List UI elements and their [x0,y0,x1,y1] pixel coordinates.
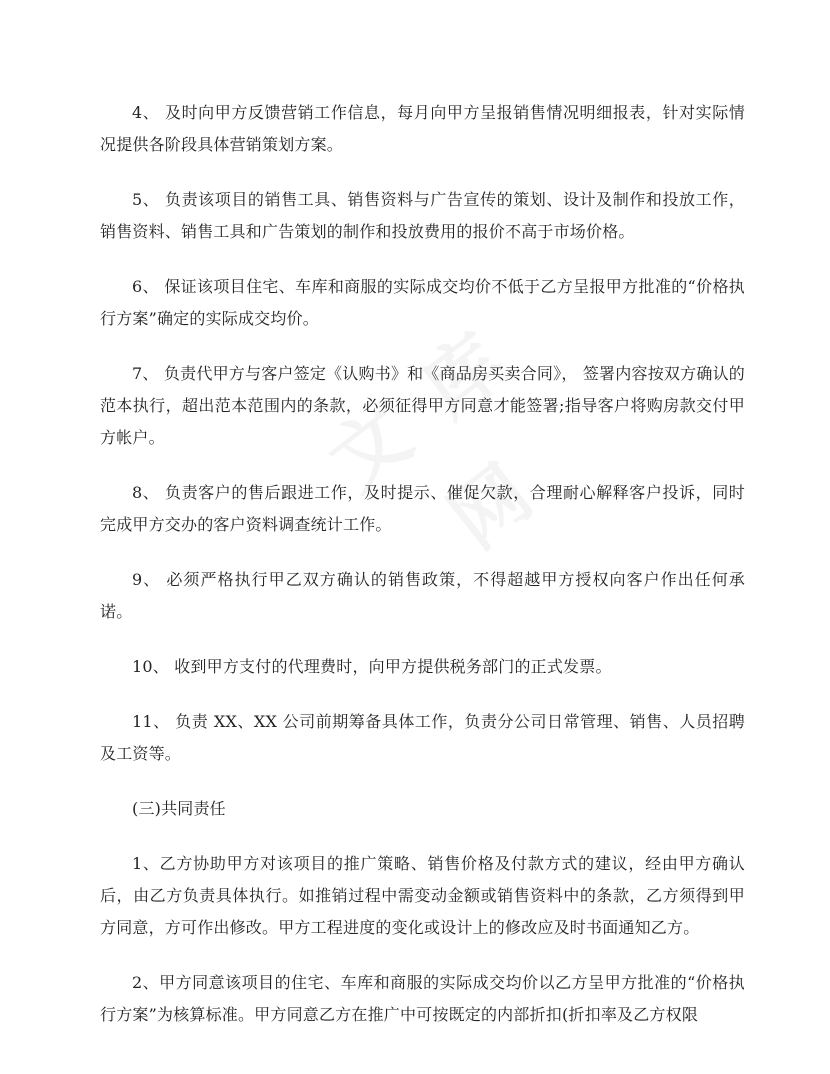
clause-6: 6、 保证该项目住宅、车库和商服的实际成交均价不低于乙方呈报甲方批准的“价格执行方案”确定的实际成交均价。 [100,277,745,328]
joint-clause-1: 1、乙方协助甲方对该项目的推广策略、销售价格及付款方式的建议，经由甲方确认后，由乙方负责具体执行。如推销过程中需变动金额或销售资料中的条款，乙方须得到甲方同意，方可作出修改。甲方工程进度的变化或设计上的修改应及时书面通知乙方。 [100,854,745,937]
section-heading-joint-responsibility: (三)共同责任 [132,799,226,818]
clause-10: 10、 收到甲方支付的代理费时，向甲方提供税务部门的正式发票。 [132,657,612,676]
clause-7: 7、 负责代甲方与客户签定《认购书》和《商品房买卖合同》， 签署内容按双方确认的范本执行，超出范本范围内的条款，必须征得甲方同意才能签署;指导客户将购房款交付甲方帐户。 [100,364,745,447]
clause-5: 5、 负责该项目的销售工具、销售资料与广告宣传的策划、设计及制作和投放工作，销售资料、销售工具和广告策划的制作和投放费用的报价不高于市场价格。 [100,190,745,241]
clause-9: 9、 必须严格执行甲乙双方确认的销售政策，不得超越甲方授权向客户作出任何承诺。 [100,570,745,621]
clause-8: 8、 负责客户的售后跟进工作，及时提示、催促欠款，合理耐心解释客户投诉，同时完成甲方交办的客户资料调查统计工作。 [100,483,745,534]
joint-clause-2: 2、甲方同意该项目的住宅、车库和商服的实际成交均价以乙方呈甲方批准的“价格执行方案”为核算标准。甲方同意乙方在推广中可按既定的内部折扣(折扣率及乙方权限 [100,973,745,1024]
clause-4: 4、 及时向甲方反馈营销工作信息，每月向甲方呈报销售情况明细报表，针对实际情况提供各阶段具体营销策划方案。 [100,103,745,154]
document-body [100,97,745,1031]
clause-11: 11、 负责 XX、XX 公司前期筹备具体工作，负责分公司日常管理、销售、人员招聘及工资等。 [100,712,745,763]
